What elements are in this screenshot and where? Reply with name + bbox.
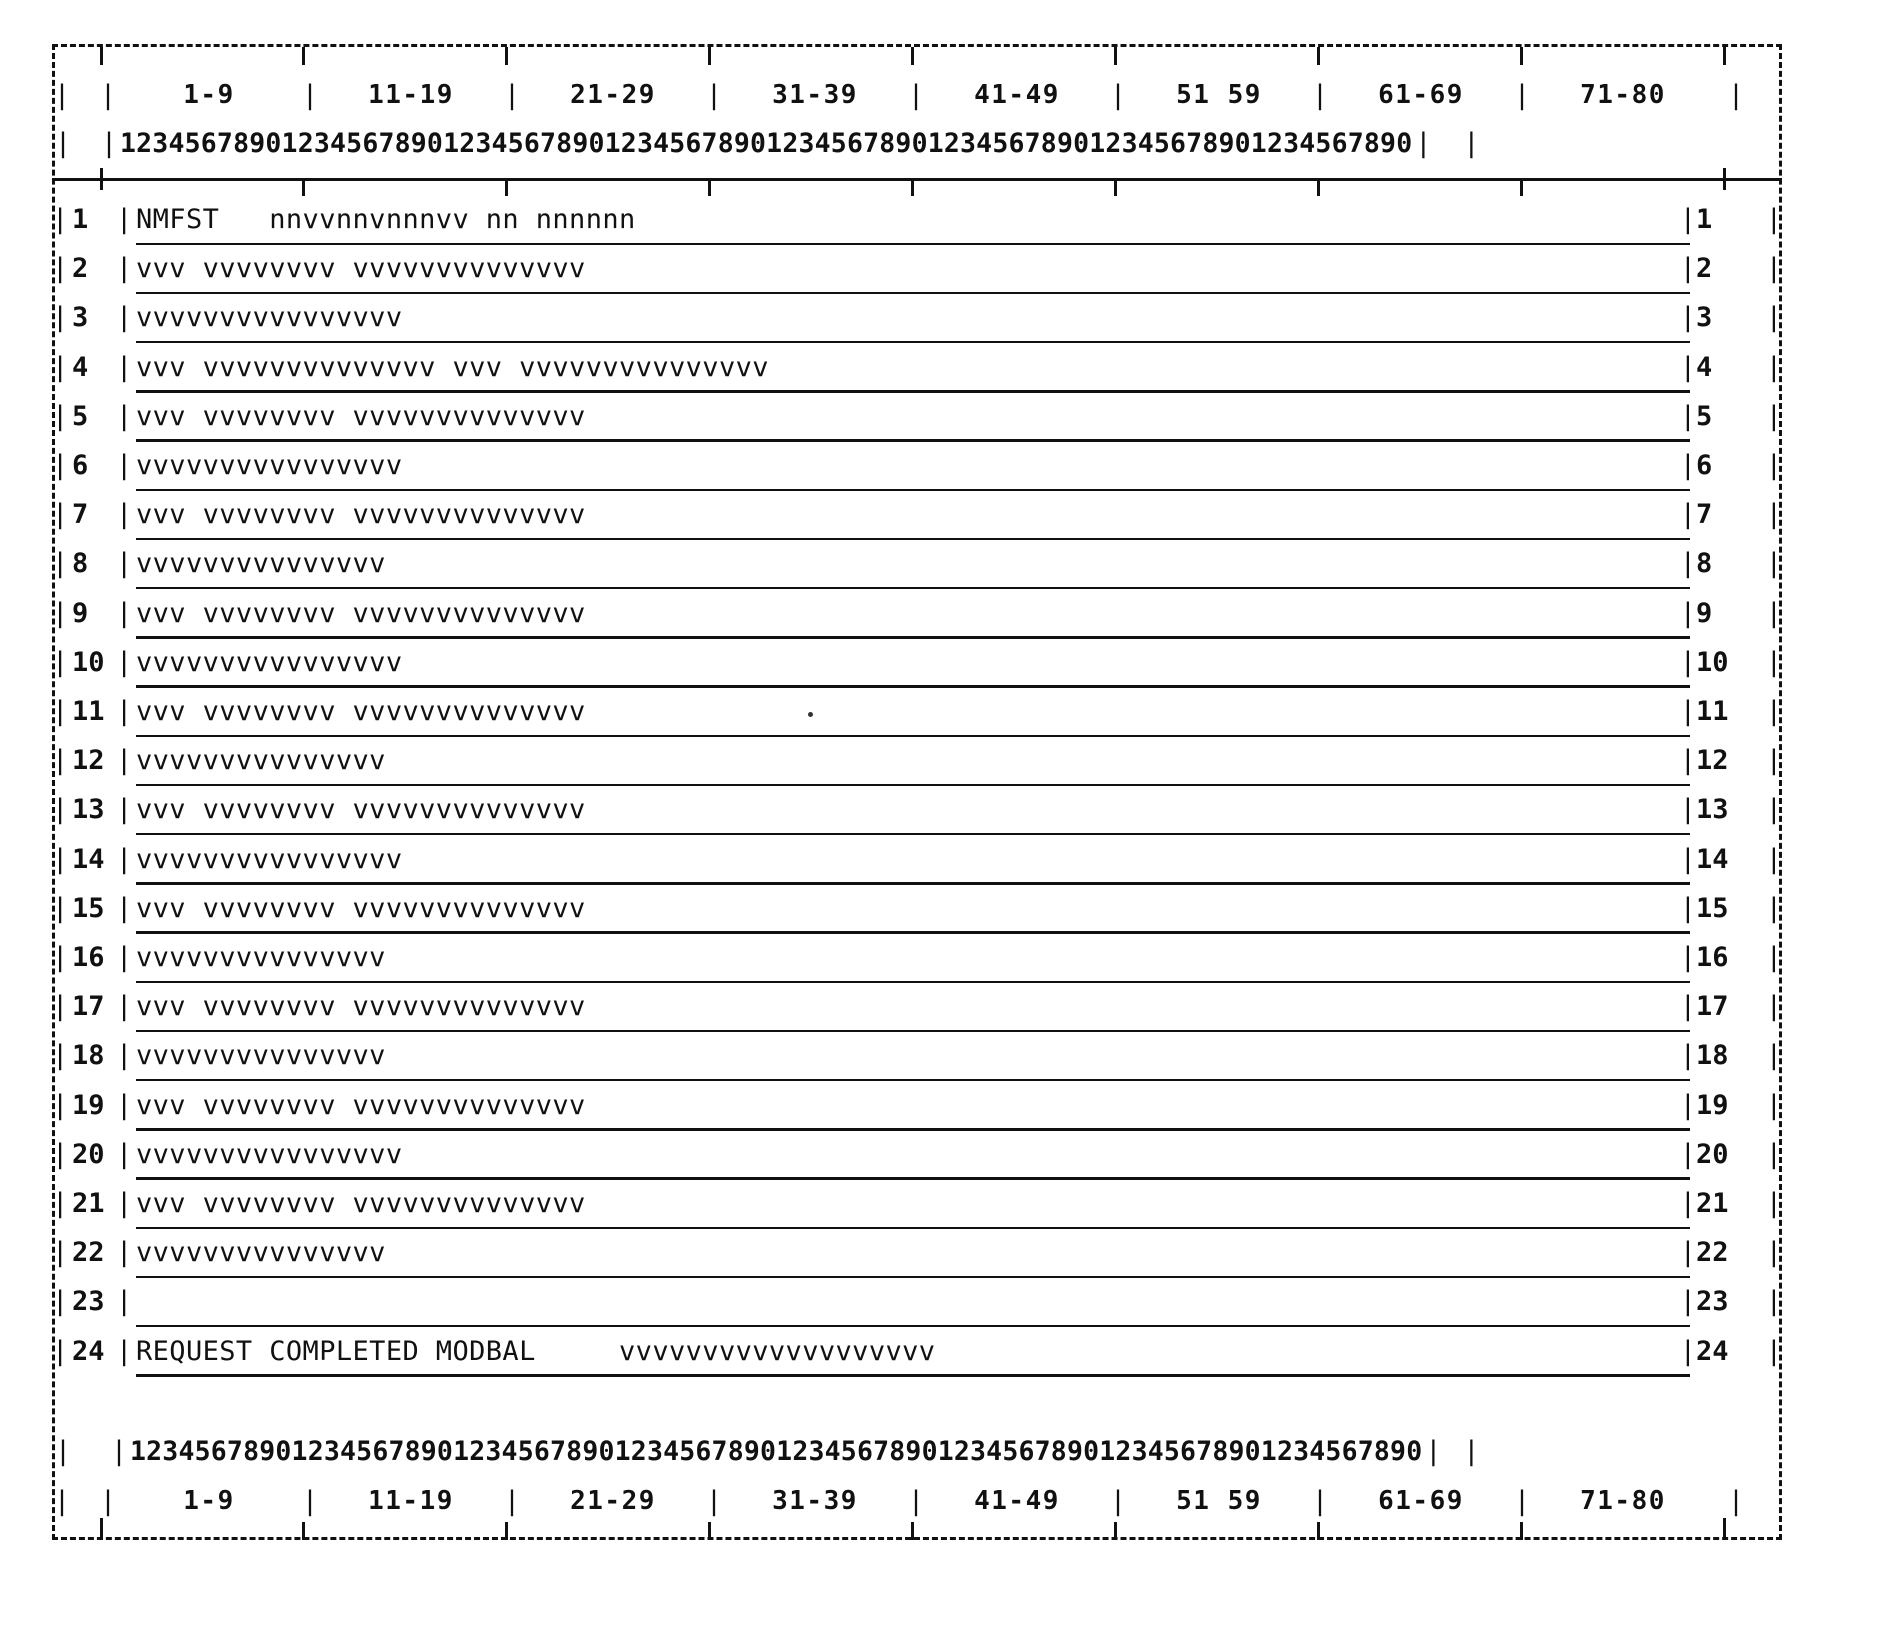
row-outer-pipe-left: | (52, 1089, 69, 1121)
row-outer-pipe-left: | (52, 892, 69, 924)
row-inner-pipe-left: | (116, 696, 133, 727)
header-range-3: 31-39 (772, 80, 858, 110)
screen-row (52, 1182, 1782, 1231)
tick-bottom-1 (302, 1522, 305, 1540)
row-outer-pipe-left: | (52, 646, 69, 678)
row-underline (136, 1030, 1690, 1033)
row-inner-pipe-right: | (1679, 942, 1696, 973)
header-pipe-6: | (1311, 79, 1329, 111)
row-content: vvvvvvvvvvvvvvv (136, 942, 386, 973)
row-inner-pipe-left: | (116, 646, 133, 678)
row-inner-pipe-right: | (1679, 253, 1696, 285)
row-outer-pipe-right: | (1765, 1188, 1782, 1219)
row-inner-pipe-left: | (116, 1089, 133, 1121)
row-inner-pipe-right: | (1679, 302, 1696, 334)
row-outer-pipe-right: | (1765, 942, 1782, 973)
row-number-left: 1 (72, 204, 89, 235)
row-content: REQUEST COMPLETED MODBAL vvvvvvvvvvvvvvvvvvv (136, 1335, 936, 1367)
header-ruler-inner-pipe-right: | (1415, 127, 1432, 159)
row-outer-pipe-left: | (52, 302, 69, 334)
row-inner-pipe-right: | (1679, 1040, 1696, 1072)
screen-row (52, 346, 1782, 395)
row-content: vvv vvvvvvvv vvvvvvvvvvvvvv (136, 892, 586, 924)
footer-pipe-1: | (301, 1485, 319, 1517)
screen-row (52, 592, 1782, 641)
tick-top-1 (302, 47, 305, 65)
row-inner-pipe-right: | (1679, 1286, 1696, 1318)
row-number-left: 24 (72, 1335, 105, 1367)
row-number-left: 23 (72, 1286, 105, 1318)
row-inner-pipe-right: | (1679, 597, 1696, 629)
footer-pipe-5: | (1109, 1485, 1127, 1517)
footer-pipe-2: | (503, 1485, 521, 1517)
row-underline (136, 784, 1690, 787)
row-underline (136, 1227, 1690, 1230)
row-inner-pipe-left: | (116, 450, 133, 481)
row-number-left: 21 (72, 1188, 105, 1219)
row-inner-pipe-right: | (1679, 696, 1696, 727)
tick-bottom-8 (1723, 1518, 1726, 1540)
row-inner-pipe-left: | (116, 991, 133, 1023)
screen-row (52, 887, 1782, 936)
row-outer-pipe-right: | (1765, 597, 1782, 629)
screen-row (52, 1133, 1782, 1182)
screen-row (52, 838, 1782, 887)
row-inner-pipe-left: | (116, 1138, 133, 1170)
row-inner-pipe-left: | (116, 302, 133, 334)
header-range-4: 41-49 (974, 80, 1060, 110)
tick-bottom-4 (911, 1522, 914, 1540)
row-content: vvvvvvvvvvvvvvv (136, 1237, 386, 1269)
row-underline (136, 636, 1690, 639)
row-inner-pipe-left: | (116, 892, 133, 924)
row-inner-pipe-right: | (1679, 1237, 1696, 1269)
header-outer-pipe-left: | (53, 79, 71, 111)
footer-ruler-inner-pipe-right: | (1425, 1435, 1442, 1467)
row-inner-pipe-left: | (116, 253, 133, 285)
row-outer-pipe-right: | (1765, 400, 1782, 432)
row-underline (136, 981, 1690, 984)
screen-row (52, 690, 1782, 739)
row-number-left: 19 (72, 1089, 105, 1121)
row-outer-pipe-right: | (1765, 696, 1782, 727)
row-underline (136, 341, 1690, 344)
row-content: vvvvvvvvvvvvvvv (136, 548, 386, 580)
row-content: vvvvvvvvvvvvvvv (136, 745, 386, 777)
row-content: vvv vvvvvvvv vvvvvvvvvvvvvv (136, 696, 586, 727)
row-content: NMFST nnvvnnvnnnvv nn nnnnnn (136, 204, 636, 235)
row-inner-pipe-left: | (116, 942, 133, 973)
row-number-left: 10 (72, 646, 105, 678)
footer-ruler-inner-pipe-left: | (110, 1435, 128, 1467)
row-number-left: 11 (72, 696, 105, 727)
footer-outer-pipe-left: | (53, 1485, 71, 1517)
row-outer-pipe-right: | (1765, 1237, 1782, 1269)
tick-sep-4 (911, 178, 914, 196)
screen-row (52, 542, 1782, 591)
row-number-right: 6 (1696, 450, 1713, 481)
row-content: vvv vvvvvvvv vvvvvvvvvvvvvv (136, 991, 586, 1023)
screen-row (52, 395, 1782, 444)
header-pipe-5: | (1109, 79, 1127, 111)
header-range-1: 11-19 (368, 80, 454, 110)
row-outer-pipe-left: | (52, 1040, 69, 1072)
row-number-right: 21 (1696, 1188, 1729, 1219)
footer-pipe-4: | (907, 1485, 925, 1517)
row-underline (136, 735, 1690, 738)
row-content: vvv vvvvvvvv vvvvvvvvvvvvvv (136, 597, 586, 629)
row-outer-pipe-left: | (52, 1335, 69, 1367)
row-content: vvvvvvvvvvvvvvvv (136, 646, 403, 678)
tick-top-8 (1723, 47, 1726, 65)
tick-bottom-5 (1114, 1522, 1117, 1540)
row-inner-pipe-left: | (116, 1335, 133, 1367)
row-outer-pipe-right: | (1765, 794, 1782, 826)
row-content: vvvvvvvvvvvvvvvv (136, 1138, 403, 1170)
row-underline (136, 931, 1690, 934)
footer-ruler-digits: 12345678901234567890123456789012345678901234567890123456789012345678901234567890 (130, 1435, 1423, 1467)
footer-inner-pipe-right: | (1727, 1485, 1745, 1517)
footer-range-0: 1-9 (183, 1486, 235, 1516)
footer-range-3: 31-39 (772, 1486, 858, 1516)
row-underline (136, 685, 1690, 688)
row-number-right: 24 (1696, 1335, 1729, 1367)
row-outer-pipe-left: | (52, 1286, 69, 1318)
row-content: vvv vvvvvvvv vvvvvvvvvvvvvv (136, 794, 586, 826)
row-inner-pipe-right: | (1679, 548, 1696, 580)
row-outer-pipe-left: | (52, 499, 69, 531)
footer-range-5: 51 59 (1176, 1486, 1262, 1516)
footer-range-2: 21-29 (570, 1486, 656, 1516)
row-inner-pipe-right: | (1679, 1138, 1696, 1170)
footer-digit-ruler (52, 1428, 1782, 1474)
tick-top-6 (1317, 47, 1320, 65)
row-content: vvv vvvvvvvv vvvvvvvvvvvvvv (136, 1188, 586, 1219)
row-underline (136, 882, 1690, 885)
header-column-ranges (52, 72, 1782, 118)
tick-top-7 (1520, 47, 1523, 65)
row-content: vvvvvvvvvvvvvvvv (136, 450, 403, 481)
header-ruler-digits: 12345678901234567890123456789012345678901234567890123456789012345678901234567890 (120, 127, 1413, 159)
screen-row (52, 1231, 1782, 1280)
tick-sep-2 (505, 178, 508, 196)
row-outer-pipe-left: | (52, 696, 69, 727)
row-inner-pipe-left: | (116, 745, 133, 777)
row-underline (136, 489, 1690, 492)
row-number-right: 19 (1696, 1089, 1729, 1121)
row-number-right: 14 (1696, 843, 1729, 875)
tick-bottom-0 (100, 1518, 103, 1540)
row-inner-pipe-right: | (1679, 843, 1696, 875)
row-inner-pipe-left: | (116, 1040, 133, 1072)
row-outer-pipe-left: | (52, 548, 69, 580)
row-number-left: 3 (72, 302, 89, 334)
screen-row (52, 936, 1782, 985)
row-underline (136, 1128, 1690, 1131)
row-number-left: 14 (72, 843, 105, 875)
tick-bottom-7 (1520, 1522, 1523, 1540)
row-outer-pipe-left: | (52, 843, 69, 875)
row-number-left: 12 (72, 745, 105, 777)
row-underline (136, 243, 1690, 246)
row-inner-pipe-right: | (1679, 794, 1696, 826)
row-outer-pipe-right: | (1765, 1335, 1782, 1367)
tick-sep-0 (100, 168, 103, 190)
row-number-left: 8 (72, 548, 89, 580)
row-number-right: 13 (1696, 794, 1729, 826)
footer-pipe-6: | (1311, 1485, 1329, 1517)
row-outer-pipe-right: | (1765, 253, 1782, 285)
row-number-right: 11 (1696, 696, 1729, 727)
row-outer-pipe-right: | (1765, 1138, 1782, 1170)
row-content: vvv vvvvvvvv vvvvvvvvvvvvvv (136, 400, 586, 432)
footer-range-6: 61-69 (1378, 1486, 1464, 1516)
row-number-left: 2 (72, 253, 89, 285)
row-content: vvv vvvvvvvvvvvvvv vvv vvvvvvvvvvvvvvv (136, 351, 769, 383)
speck-artifact (808, 712, 813, 717)
screen-row (52, 247, 1782, 296)
header-ruler-inner-pipe-left: | (100, 127, 118, 159)
header-inner-pipe-right: | (1727, 79, 1745, 111)
row-number-left: 16 (72, 942, 105, 973)
row-outer-pipe-left: | (52, 745, 69, 777)
row-inner-pipe-left: | (116, 548, 133, 580)
row-inner-pipe-right: | (1679, 892, 1696, 924)
row-number-right: 2 (1696, 253, 1713, 285)
row-number-left: 17 (72, 991, 105, 1023)
row-outer-pipe-left: | (52, 351, 69, 383)
screen-row (52, 641, 1782, 690)
row-number-right: 8 (1696, 548, 1713, 580)
row-underline (136, 1177, 1690, 1180)
row-outer-pipe-right: | (1765, 450, 1782, 481)
row-number-left: 9 (72, 597, 89, 629)
row-number-left: 22 (72, 1237, 105, 1269)
row-inner-pipe-left: | (116, 843, 133, 875)
row-outer-pipe-right: | (1765, 843, 1782, 875)
tick-top-4 (911, 47, 914, 65)
row-outer-pipe-right: | (1765, 1286, 1782, 1318)
screen-row (52, 788, 1782, 837)
row-underline (136, 587, 1690, 590)
row-content: vvvvvvvvvvvvvvv (136, 1040, 386, 1072)
row-outer-pipe-left: | (52, 204, 69, 235)
row-number-right: 1 (1696, 204, 1713, 235)
header-inner-pipe-left: | (99, 79, 117, 111)
header-range-0: 1-9 (183, 80, 235, 110)
row-number-right: 22 (1696, 1237, 1729, 1269)
row-inner-pipe-right: | (1679, 499, 1696, 531)
row-outer-pipe-right: | (1765, 302, 1782, 334)
row-outer-pipe-right: | (1765, 548, 1782, 580)
row-content: vvvvvvvvvvvvvvvv (136, 843, 403, 875)
row-outer-pipe-left: | (52, 1138, 69, 1170)
tick-sep-5 (1114, 178, 1117, 196)
header-pipe-2: | (503, 79, 521, 111)
tick-sep-6 (1317, 178, 1320, 196)
row-outer-pipe-left: | (52, 794, 69, 826)
screen-row (52, 1034, 1782, 1083)
row-number-left: 18 (72, 1040, 105, 1072)
tick-bottom-3 (708, 1522, 711, 1540)
row-number-right: 5 (1696, 400, 1713, 432)
row-inner-pipe-left: | (116, 597, 133, 629)
row-outer-pipe-left: | (52, 1237, 69, 1269)
tick-sep-3 (708, 178, 711, 196)
row-underline (136, 390, 1690, 393)
header-ruler-pipe-right: | (1463, 127, 1480, 159)
row-underline (136, 439, 1690, 442)
row-inner-pipe-left: | (116, 204, 133, 235)
tick-top-0 (100, 47, 103, 65)
row-outer-pipe-right: | (1765, 204, 1782, 235)
row-number-right: 4 (1696, 351, 1713, 383)
row-outer-pipe-left: | (52, 253, 69, 285)
row-number-left: 13 (72, 794, 105, 826)
row-underline (136, 1079, 1690, 1082)
row-content: vvv vvvvvvvv vvvvvvvvvvvvvv (136, 1089, 586, 1121)
footer-range-1: 11-19 (368, 1486, 454, 1516)
row-inner-pipe-right: | (1679, 351, 1696, 383)
row-outer-pipe-right: | (1765, 646, 1782, 678)
footer-range-4: 41-49 (974, 1486, 1060, 1516)
header-pipe-1: | (301, 79, 319, 111)
screen-row (52, 198, 1782, 247)
row-inner-pipe-right: | (1679, 400, 1696, 432)
row-number-right: 10 (1696, 646, 1729, 678)
screen-row (52, 1330, 1782, 1379)
row-outer-pipe-right: | (1765, 499, 1782, 531)
row-underline (136, 1276, 1690, 1279)
header-ruler-pipe-left: | (54, 127, 72, 159)
row-outer-pipe-right: | (1765, 351, 1782, 383)
row-outer-pipe-right: | (1765, 745, 1782, 777)
screen-row (52, 1084, 1782, 1133)
footer-column-ranges (52, 1478, 1782, 1524)
tick-sep-8 (1723, 168, 1726, 190)
row-inner-pipe-right: | (1679, 646, 1696, 678)
row-number-left: 4 (72, 351, 89, 383)
screen-row (52, 739, 1782, 788)
header-pipe-3: | (705, 79, 723, 111)
row-inner-pipe-right: | (1679, 1089, 1696, 1121)
row-inner-pipe-left: | (116, 794, 133, 826)
row-inner-pipe-left: | (116, 1188, 133, 1219)
row-number-left: 5 (72, 400, 89, 432)
tick-bottom-6 (1317, 1522, 1320, 1540)
row-inner-pipe-right: | (1679, 1188, 1696, 1219)
header-pipe-7: | (1513, 79, 1531, 111)
row-inner-pipe-right: | (1679, 991, 1696, 1023)
row-outer-pipe-left: | (52, 450, 69, 481)
row-outer-pipe-left: | (52, 991, 69, 1023)
row-number-right: 12 (1696, 745, 1729, 777)
row-inner-pipe-left: | (116, 499, 133, 531)
row-number-left: 15 (72, 892, 105, 924)
row-outer-pipe-right: | (1765, 892, 1782, 924)
header-range-7: 71-80 (1580, 80, 1666, 110)
tick-top-5 (1114, 47, 1117, 65)
row-number-left: 6 (72, 450, 89, 481)
row-number-right: 18 (1696, 1040, 1729, 1072)
row-inner-pipe-right: | (1679, 450, 1696, 481)
header-range-5: 51 59 (1176, 80, 1262, 110)
row-content: vvv vvvvvvvv vvvvvvvvvvvvvv (136, 253, 586, 285)
footer-ruler-pipe-right: | (1463, 1435, 1480, 1467)
row-outer-pipe-right: | (1765, 991, 1782, 1023)
screen-row (52, 493, 1782, 542)
screen-row (52, 985, 1782, 1034)
row-inner-pipe-right: | (1679, 745, 1696, 777)
row-number-right: 3 (1696, 302, 1713, 334)
row-inner-pipe-left: | (116, 400, 133, 432)
header-range-6: 61-69 (1378, 80, 1464, 110)
row-number-left: 7 (72, 499, 89, 531)
screen-row (52, 444, 1782, 493)
footer-range-7: 71-80 (1580, 1486, 1666, 1516)
footer-inner-pipe-left: | (99, 1485, 117, 1517)
row-content: vvvvvvvvvvvvvvvv (136, 302, 403, 334)
row-inner-pipe-left: | (116, 351, 133, 383)
footer-pipe-7: | (1513, 1485, 1531, 1517)
row-underline (136, 1374, 1690, 1377)
row-number-right: 20 (1696, 1138, 1729, 1170)
tick-sep-7 (1520, 178, 1523, 196)
row-number-right: 23 (1696, 1286, 1729, 1318)
row-number-right: 15 (1696, 892, 1729, 924)
row-content: vvv vvvvvvvv vvvvvvvvvvvvvv (136, 499, 586, 531)
row-underline (136, 1325, 1690, 1328)
tick-top-2 (505, 47, 508, 65)
footer-pipe-3: | (705, 1485, 723, 1517)
tick-sep-1 (302, 178, 305, 196)
row-outer-pipe-left: | (52, 400, 69, 432)
row-underline (136, 833, 1690, 836)
row-number-right: 7 (1696, 499, 1713, 531)
row-outer-pipe-right: | (1765, 1040, 1782, 1072)
row-inner-pipe-left: | (116, 1286, 133, 1318)
row-number-right: 16 (1696, 942, 1729, 973)
row-inner-pipe-right: | (1679, 1335, 1696, 1367)
row-inner-pipe-left: | (116, 1237, 133, 1269)
header-range-2: 21-29 (570, 80, 656, 110)
row-underline (136, 538, 1690, 541)
tick-bottom-2 (505, 1522, 508, 1540)
screen-row (52, 296, 1782, 345)
row-inner-pipe-right: | (1679, 204, 1696, 235)
row-underline (136, 292, 1690, 295)
footer-ruler-pipe-left: | (54, 1435, 72, 1467)
tick-top-3 (708, 47, 711, 65)
row-number-right: 9 (1696, 597, 1713, 629)
screen-row (52, 1280, 1782, 1329)
row-number-right: 17 (1696, 991, 1729, 1023)
row-outer-pipe-left: | (52, 1188, 69, 1219)
header-digit-ruler (52, 120, 1782, 166)
row-number-left: 20 (72, 1138, 105, 1170)
header-pipe-4: | (907, 79, 925, 111)
row-outer-pipe-left: | (52, 597, 69, 629)
row-outer-pipe-right: | (1765, 1089, 1782, 1121)
row-outer-pipe-left: | (52, 942, 69, 973)
